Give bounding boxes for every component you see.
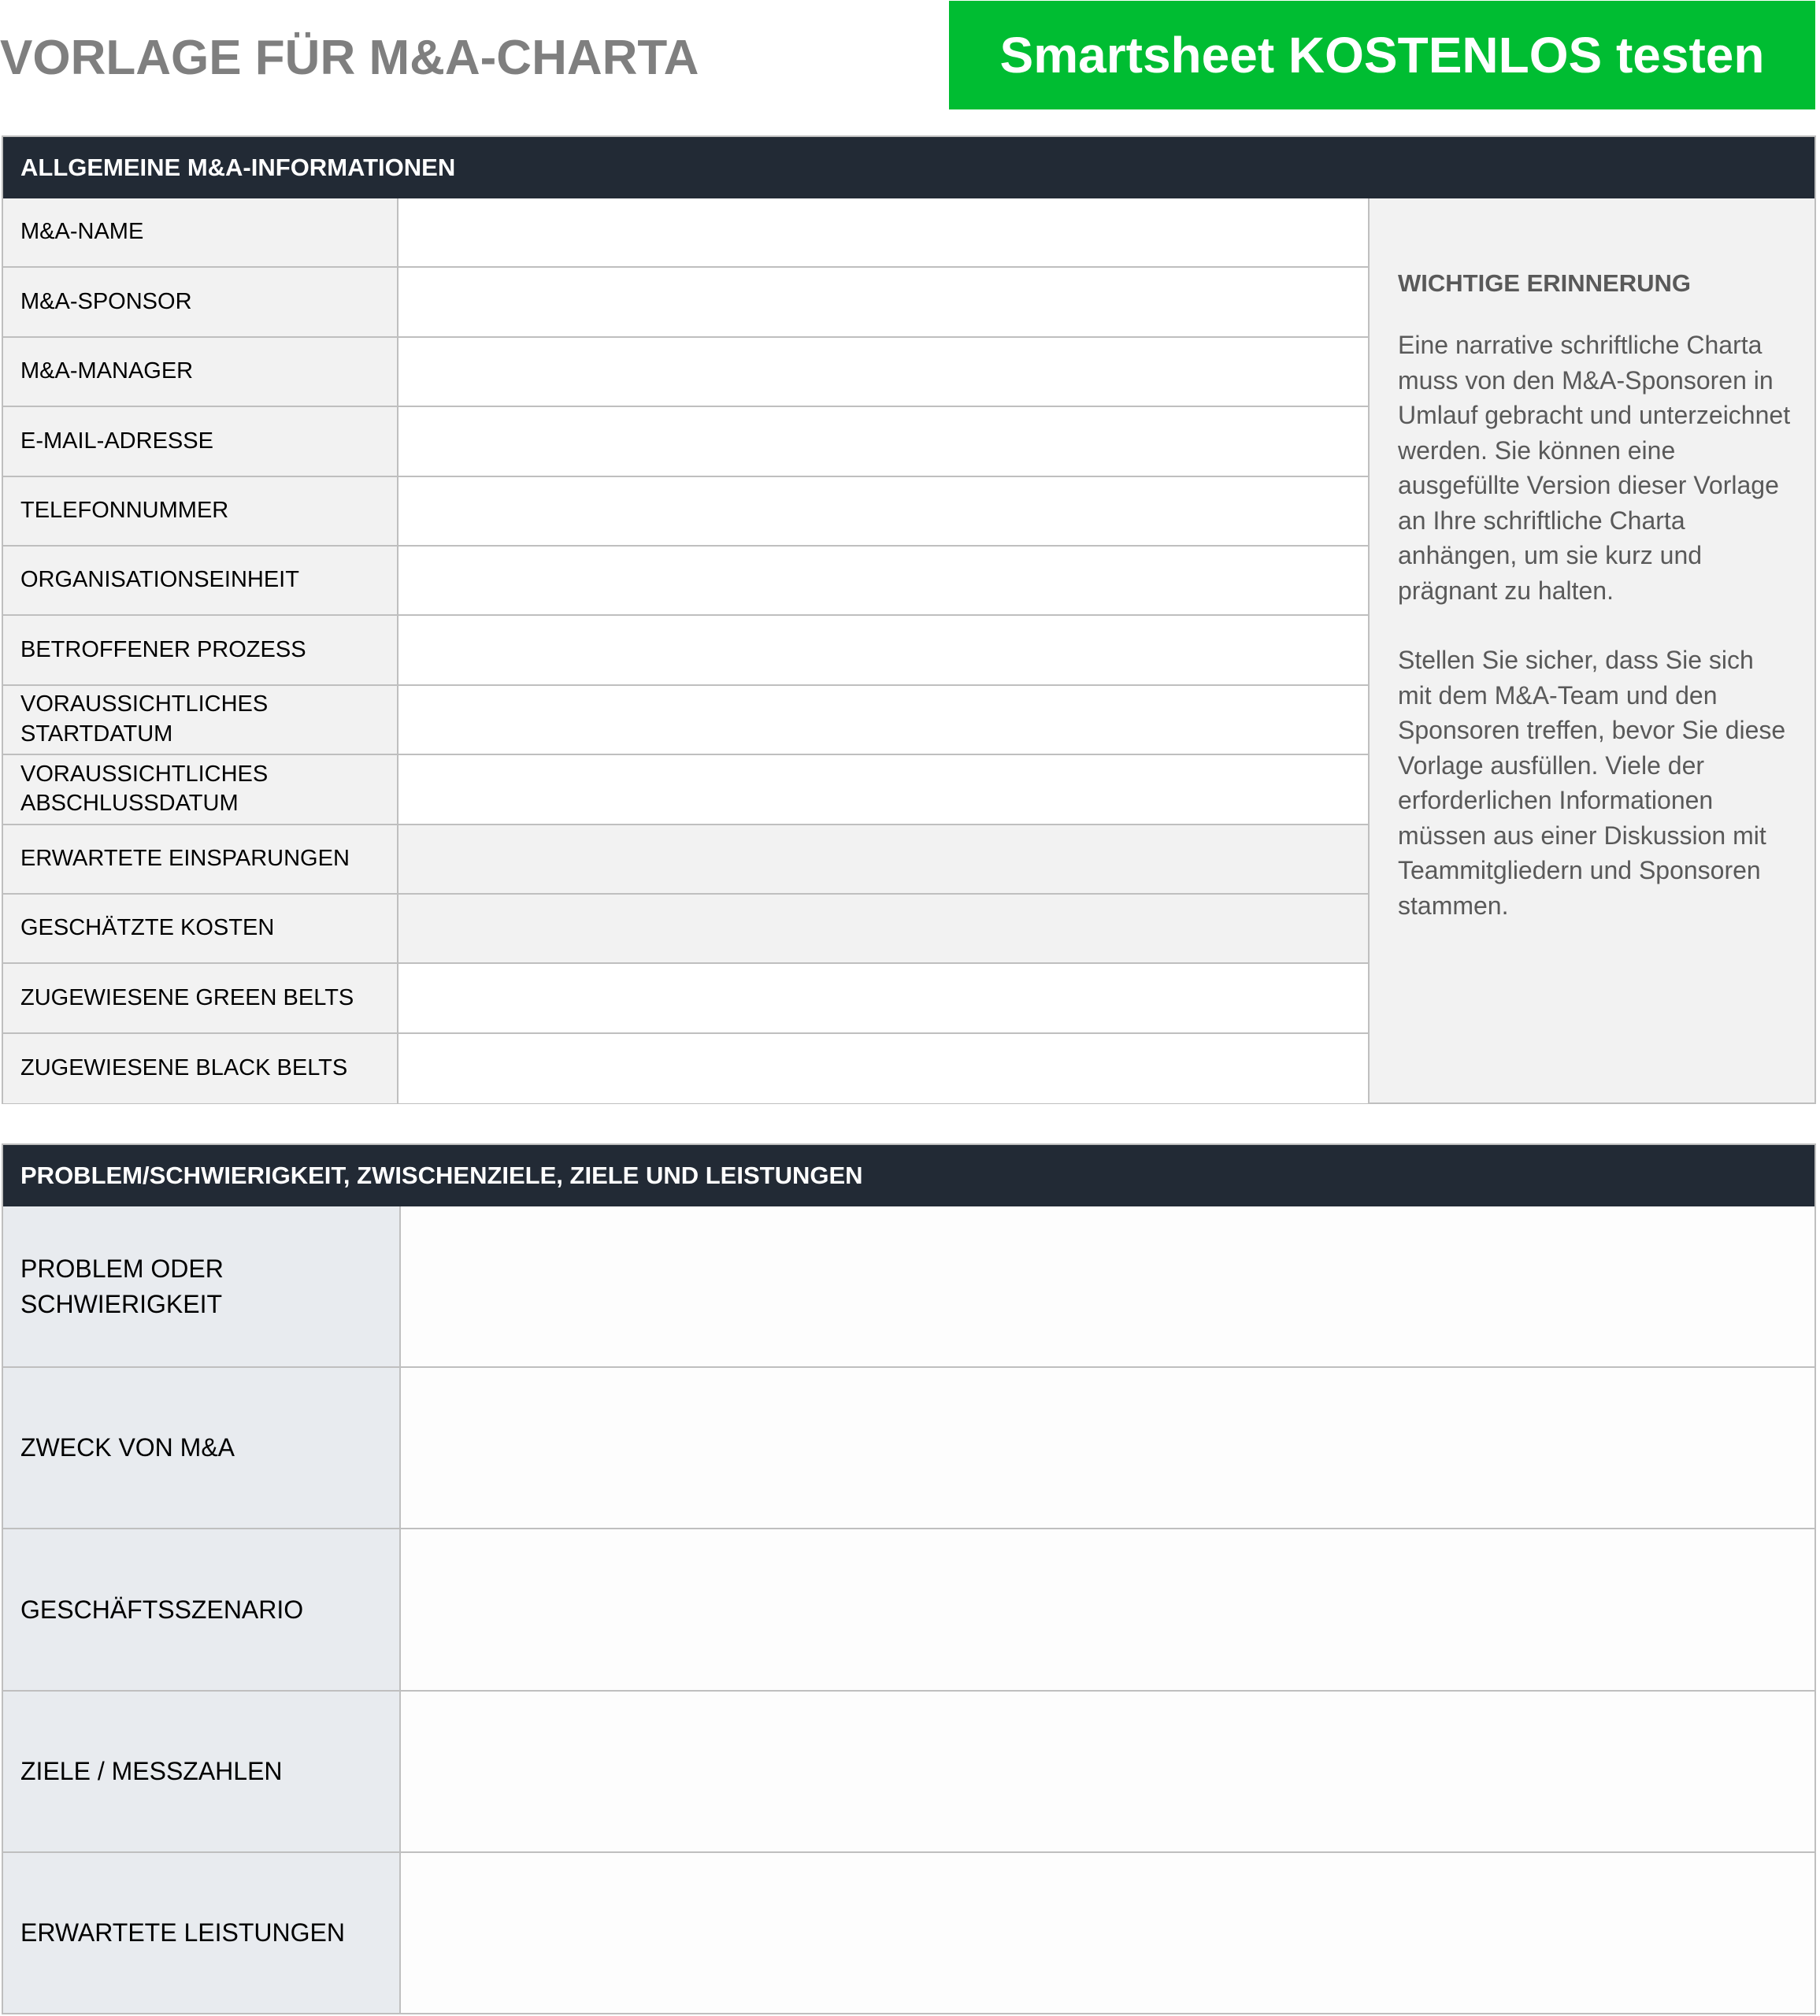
- field-value-input[interactable]: [398, 547, 1370, 614]
- field-value-input[interactable]: [398, 407, 1370, 475]
- general-info-header: ALLGEMEINE M&A-INFORMATIONEN: [3, 137, 1814, 198]
- field-label: ZIELE / MESSZAHLEN: [3, 1692, 401, 1851]
- field-value-textarea[interactable]: [401, 1692, 1814, 1851]
- problem-section: [2, 1143, 1816, 2014]
- table-row: [3, 686, 1370, 755]
- field-label: ERWARTETE LEISTUNGEN: [3, 1853, 401, 2013]
- table-row: [3, 268, 1370, 337]
- problem-section-header: PROBLEM/SCHWIERIGKEIT, ZWISCHENZIELE, ZIELE UND LEISTUNGEN: [3, 1145, 1814, 1206]
- table-row: [3, 1529, 1814, 1691]
- field-value-input[interactable]: [398, 268, 1370, 335]
- table-row: [3, 1368, 1814, 1529]
- field-value-input[interactable]: [398, 198, 1370, 266]
- field-label: ERWARTETE EINSPARUNGEN: [3, 825, 398, 893]
- table-row: [3, 1692, 1814, 1853]
- table-row: [3, 407, 1370, 476]
- field-label: M&A-MANAGER: [3, 338, 398, 406]
- reminder-paragraph: Stellen Sie sicher, dass Sie sich mit dem M&A-Team und den Sponsoren treffen, bevor Sie diese Vorlage ausfüllen. Viele der erforderlichen Informationen müssen aus einer Diskussion mit Teammitgliedern und Sponsoren stammen.: [1398, 646, 1786, 920]
- table-row: [3, 616, 1370, 685]
- field-label: PROBLEM ODER SCHWIERIGKEIT: [3, 1206, 401, 1366]
- field-value-input[interactable]: [398, 338, 1370, 406]
- field-label: TELEFONNUMMER: [3, 477, 398, 545]
- reminder-panel: [1370, 198, 1814, 1102]
- table-row: [3, 1034, 1370, 1103]
- field-value-input[interactable]: [398, 1034, 1370, 1103]
- table-row: [3, 964, 1370, 1033]
- field-label: VORAUSSICHTLICHES ABSCHLUSSDATUM: [3, 755, 398, 823]
- reminder-paragraph: Eine narrative schriftliche Charta muss von den M&A-Sponsoren in Umlauf gebracht und unterzeichnet werden. Sie können eine ausgefüllte Version dieser Vorlage an Ihre schriftliche Charta anhängen, um sie kurz und prägnant zu halten.: [1398, 331, 1791, 605]
- field-label: M&A-NAME: [3, 198, 398, 266]
- page-title: VORLAGE FÜR M&A-CHARTA: [0, 31, 699, 85]
- field-label: ZWECK VON M&A: [3, 1368, 401, 1528]
- try-smartsheet-button[interactable]: [949, 1, 1815, 109]
- table-row: [3, 825, 1370, 895]
- table-row: [3, 547, 1370, 616]
- table-row: [3, 895, 1370, 964]
- table-row: [3, 338, 1370, 407]
- field-label: GESCHÄTZTE KOSTEN: [3, 895, 398, 962]
- table-row: [3, 755, 1370, 825]
- table-row: [3, 1206, 1814, 1368]
- field-value-input[interactable]: [398, 686, 1370, 754]
- field-value-input[interactable]: [398, 895, 1370, 962]
- field-label: ORGANISATIONSEINHEIT: [3, 547, 398, 614]
- field-label: GESCHÄFTSSZENARIO: [3, 1529, 401, 1689]
- try-smartsheet-label: Smartsheet KOSTENLOS testen: [999, 27, 1765, 83]
- field-value-textarea[interactable]: [401, 1206, 1814, 1366]
- table-row: [3, 198, 1370, 268]
- field-value-textarea[interactable]: [401, 1529, 1814, 1689]
- field-value-input[interactable]: [398, 477, 1370, 545]
- reminder-title: WICHTIGE ERINNERUNG: [1398, 269, 1691, 297]
- field-value-input[interactable]: [398, 964, 1370, 1032]
- general-info-rows: [3, 198, 1370, 1103]
- table-row: [3, 477, 1370, 547]
- field-label: M&A-SPONSOR: [3, 268, 398, 335]
- general-info-section: [2, 135, 1816, 1104]
- problem-rows: [3, 1206, 1814, 2013]
- field-value-input[interactable]: [398, 825, 1370, 893]
- field-label: VORAUSSICHTLICHES STARTDATUM: [3, 686, 398, 754]
- field-value-textarea[interactable]: [401, 1853, 1814, 2013]
- table-row: [3, 1853, 1814, 2013]
- field-value-input[interactable]: [398, 616, 1370, 684]
- field-value-input[interactable]: [398, 755, 1370, 823]
- field-label: ZUGEWIESENE GREEN BELTS: [3, 964, 398, 1032]
- field-label: ZUGEWIESENE BLACK BELTS: [3, 1034, 398, 1103]
- field-label: E-MAIL-ADRESSE: [3, 407, 398, 475]
- field-label: BETROFFENER PROZESS: [3, 616, 398, 684]
- field-value-textarea[interactable]: [401, 1368, 1814, 1528]
